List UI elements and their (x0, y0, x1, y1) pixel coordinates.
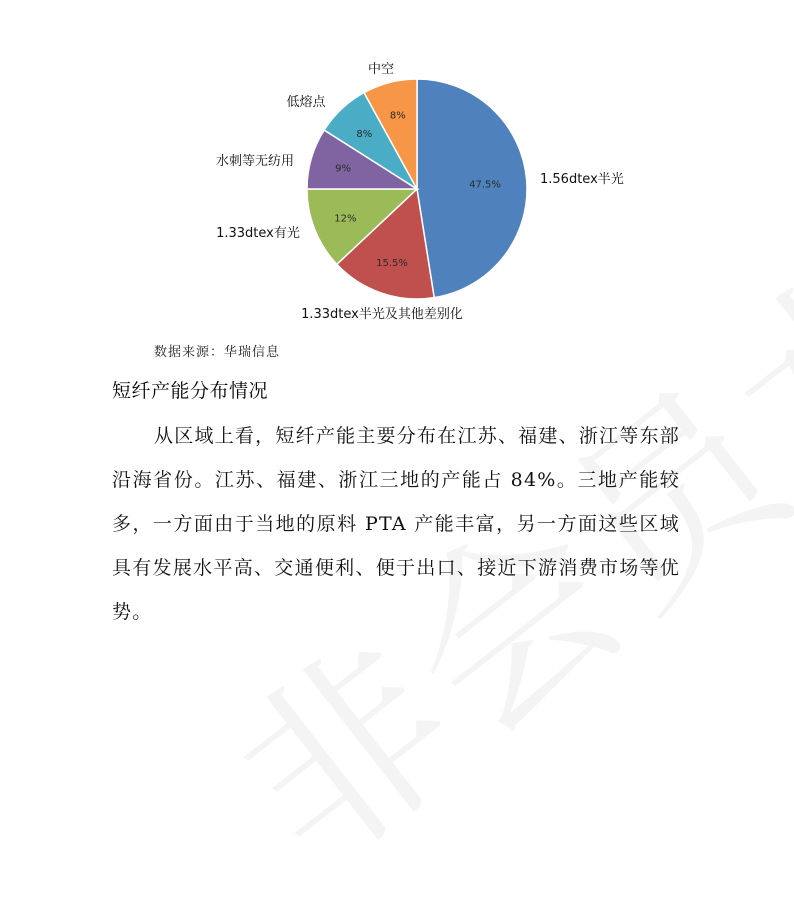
slice-category-label-5: 低熔点 (286, 95, 326, 110)
slice-value-label-6: 8% (389, 110, 406, 122)
body-paragraph: 从区域上看，短纤产能主要分布在江苏、福建、浙江等东部沿海省份。江苏、福建、浙江三地的产能占 84%。三地产能较多，一方面由于当地的原料 PTA 产能丰富，另一方面这些区域具有发展水平高、交通便利、便于出口、接近下游消费市场等优势。 (112, 425, 680, 623)
slice-category-label-1: 1.56dtex半光 (540, 172, 624, 187)
data-source-note: 数据来源：华瑞信息 (154, 345, 281, 360)
pie-chart (0, 0, 794, 340)
slice-value-label-3: 12% (334, 213, 357, 225)
slice-category-label-6: 中空 (367, 62, 395, 77)
slice-category-label-2: 1.33dtex半光及其他差别化 (301, 307, 463, 322)
slice-value-label-1: 47.5% (469, 179, 501, 191)
slice-category-label-3: 1.33dtex有光 (216, 226, 300, 241)
slice-value-label-4: 9% (335, 163, 351, 175)
slice-value-label-2: 15.5% (376, 257, 408, 269)
slice-category-label-4: 水刺等无纺用 (215, 154, 295, 169)
slice-value-label-5: 8% (356, 128, 373, 140)
section-heading: 短纤产能分布情况 (112, 380, 269, 402)
